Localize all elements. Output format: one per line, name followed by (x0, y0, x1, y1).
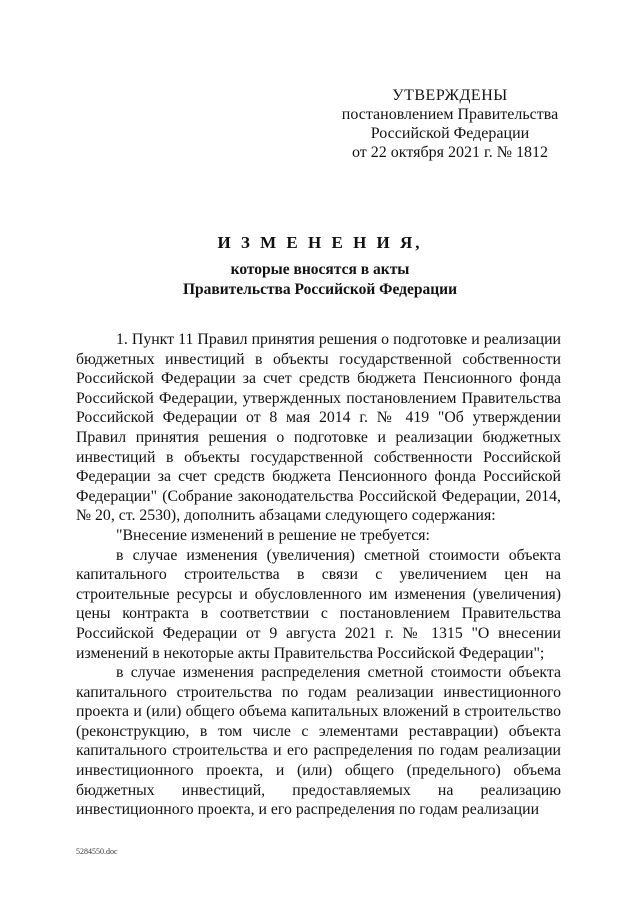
approval-line-2: Российской Федерации (370, 125, 530, 142)
document-file-id: 5284550.doc (76, 847, 118, 856)
approval-title: УТВЕРЖДЕНЫ (392, 87, 508, 104)
heading-title: И З М Е Н Е Н И Я, (217, 233, 423, 252)
approval-line-1: постановлением Правительства (341, 106, 559, 123)
document-body (76, 330, 561, 820)
document-heading (0, 232, 640, 300)
paragraph-4: в случае изменения распределения сметной стоимости объекта капитального строительства по годам реализации инвестиционного проекта и (или) общего объема капитальных вложений в строительство (реконструкцию, в том числе с элементами реставрации) объекта капитального строительства и его распределения по годам реализации инвестиционного проекта, и (или) общего (предельного) объема бюджетных инвестиций, предоставляемых на реализацию инвестиционного проекта, и его распределения по годам реализации (76, 664, 561, 819)
approval-line-3: от 22 октября 2021 г. № 1812 (351, 144, 548, 161)
paragraph-1: 1. Пункт 11 Правил принятия решения о подготовке и реализации бюджетных инвестиций в объекты государственной собственности Российской Федерации за счет средств бюджета Пенсионного фонда Российской Федерации, утвержденных постановлением Правительства Российской Федерации от 8 мая 2014 г. № 419 "Об утверждении Правил принятия решения о подготовке и реализации бюджетных инвестиций в объекты государственной собственности Российской Федерации за счет средств бюджета Пенсионного фонда Российской Федерации" (Собрание законодательства Российской Федерации, 2014, № 20, ст. 2530), дополнить абзацами следующего содержания: (76, 331, 561, 525)
paragraph-3: в случае изменения (увеличения) сметной стоимости объекта капитального строительства в связи с увеличением цен на строительные ресурсы и обусловленного им изменения (увеличения) цены контракта в соответствии с постановлением Правительства Российской Федерации от 9 августа 2021 г. № 1315 "О внесении изменений в некоторые акты Правительства Российской Федерации"; (76, 546, 561, 662)
heading-subtitle-line-2: Правительства Российской Федерации (182, 281, 458, 298)
heading-subtitle-line-1: которые вносятся в акты (230, 261, 410, 278)
heading-subtitle (0, 260, 640, 300)
approval-block (330, 86, 570, 162)
paragraph-2: "Внесение изменений в решение не требуется: (116, 526, 430, 544)
